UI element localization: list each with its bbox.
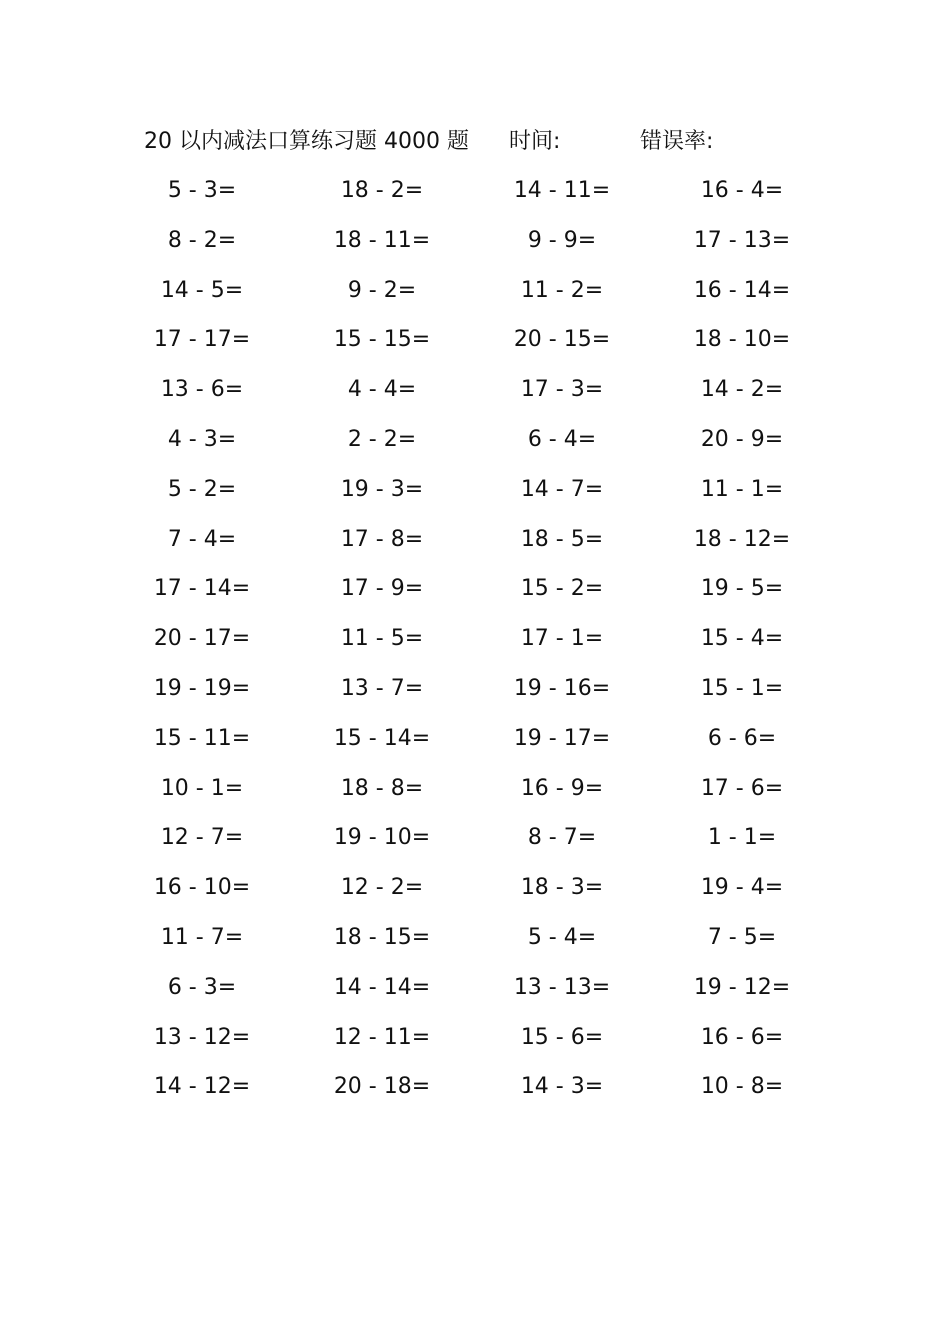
subtraction-problem: 4 - 3= [167,426,237,452]
subtraction-problem: 15 - 2= [520,576,604,602]
subtraction-problem: 2 - 2= [347,426,417,452]
subtraction-problem: 19 - 10= [333,825,431,851]
subtraction-problem: 13 - 12= [153,1024,251,1050]
subtraction-problem: 6 - 3= [167,974,237,1000]
subtraction-problem: 19 - 5= [700,576,784,602]
subtraction-problem: 17 - 14= [153,576,251,602]
subtraction-problem: 15 - 4= [700,626,784,652]
subtraction-problem: 10 - 1= [160,775,244,801]
subtraction-problem: 18 - 15= [333,924,431,950]
subtraction-problem: 16 - 10= [153,875,251,901]
subtraction-problem: 19 - 3= [340,476,424,502]
subtraction-problem: 16 - 6= [700,1024,784,1050]
subtraction-problem: 18 - 2= [340,178,424,203]
subtraction-problem: 12 - 7= [160,825,244,851]
subtraction-problem: 5 - 3= [167,178,237,203]
subtraction-problem: 14 - 5= [160,277,244,303]
subtraction-problem: 20 - 9= [700,426,784,452]
error-rate-label: 错误率: [640,129,714,154]
subtraction-problem: 17 - 9= [340,576,424,602]
worksheet-title: 20 以内减法口算练习题 4000 题 [144,129,469,154]
subtraction-problem: 14 - 2= [700,377,784,403]
subtraction-problem: 6 - 4= [527,426,597,452]
subtraction-problem: 1 - 1= [707,825,777,851]
subtraction-problem: 7 - 4= [167,526,237,552]
subtraction-problem: 11 - 5= [340,626,424,652]
subtraction-problem: 19 - 19= [153,675,251,701]
subtraction-problem: 18 - 3= [520,875,604,901]
subtraction-problem: 6 - 6= [707,725,777,751]
subtraction-problem: 7 - 5= [707,924,777,950]
subtraction-problem: 13 - 6= [160,377,244,403]
subtraction-problem: 18 - 10= [693,327,791,353]
subtraction-problem: 17 - 13= [693,227,791,253]
subtraction-problem: 18 - 12= [693,526,791,552]
subtraction-problem: 20 - 17= [153,626,251,652]
subtraction-problem: 20 - 18= [333,1074,431,1100]
subtraction-problem: 10 - 8= [700,1074,784,1100]
subtraction-problem: 19 - 4= [700,875,784,901]
subtraction-problem: 16 - 4= [700,178,784,203]
subtraction-problem: 15 - 15= [333,327,431,353]
subtraction-problem: 11 - 2= [520,277,604,303]
subtraction-problem: 13 - 7= [340,675,424,701]
subtraction-problem: 8 - 2= [167,227,237,253]
subtraction-problem: 19 - 16= [513,675,611,701]
subtraction-problem: 11 - 7= [160,924,244,950]
subtraction-problem: 20 - 15= [513,327,611,353]
subtraction-problem: 14 - 12= [153,1074,251,1100]
subtraction-problem: 17 - 6= [700,775,784,801]
subtraction-problem: 8 - 7= [527,825,597,851]
time-label: 时间: [509,129,561,154]
subtraction-problem: 13 - 13= [513,974,611,1000]
subtraction-problem: 15 - 14= [333,725,431,751]
subtraction-problem: 12 - 11= [333,1024,431,1050]
subtraction-problem: 14 - 11= [513,178,611,203]
subtraction-problem: 17 - 17= [153,327,251,353]
subtraction-problem: 15 - 11= [153,725,251,751]
subtraction-problem: 14 - 7= [520,476,604,502]
subtraction-problem: 9 - 9= [527,227,597,253]
subtraction-problem: 14 - 14= [333,974,431,1000]
subtraction-problem: 17 - 1= [520,626,604,652]
subtraction-problem: 16 - 9= [520,775,604,801]
worksheet-header [144,124,864,160]
subtraction-problem: 17 - 8= [340,526,424,552]
subtraction-problem: 19 - 12= [693,974,791,1000]
subtraction-problem: 14 - 3= [520,1074,604,1100]
subtraction-problem: 5 - 2= [167,476,237,502]
subtraction-problem: 12 - 2= [340,875,424,901]
subtraction-problem: 5 - 4= [527,924,597,950]
subtraction-problem: 4 - 4= [347,377,417,403]
subtraction-problem: 15 - 6= [520,1024,604,1050]
subtraction-problem: 17 - 3= [520,377,604,403]
subtraction-problem: 15 - 1= [700,675,784,701]
subtraction-problem: 18 - 8= [340,775,424,801]
subtraction-problem: 9 - 2= [347,277,417,303]
problem-grid [112,166,832,1112]
subtraction-problem: 11 - 1= [700,476,784,502]
subtraction-problem: 18 - 5= [520,526,604,552]
subtraction-problem: 19 - 17= [513,725,611,751]
subtraction-problem: 18 - 11= [333,227,431,253]
subtraction-problem: 16 - 14= [693,277,791,303]
